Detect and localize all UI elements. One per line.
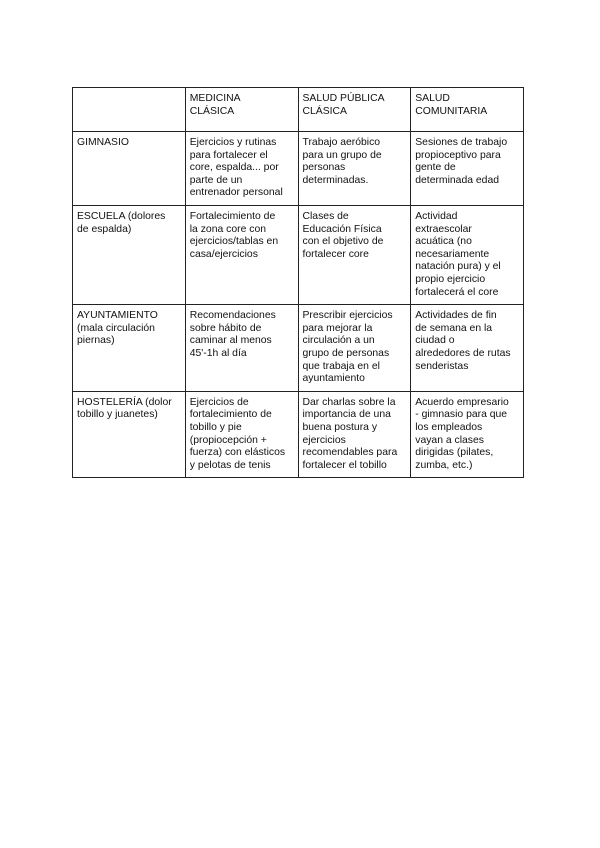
table-cell: Prescribir ejercicios para mejorar la circulación a un grupo de personas que trabaja en el ayuntamiento xyxy=(298,305,411,392)
table-cell: Sesiones de trabajo propioceptivo para gente de determinada edad xyxy=(411,132,524,206)
table-cell: Actividad extraescolar acuática (no necesariamente natación pura) y el propio ejercicio fortalecerá el core xyxy=(411,206,524,305)
row-label-escuela: ESCUELA (dolores de espalda) xyxy=(73,206,186,305)
table-row xyxy=(73,391,524,478)
header-medicina-clasica: MEDICINA CLÁSICA xyxy=(185,88,298,132)
row-label-gimnasio: GIMNASIO xyxy=(73,132,186,206)
table-cell: Trabajo aeróbico para un grupo de personas determinadas. xyxy=(298,132,411,206)
row-label-ayuntamiento: AYUNTAMIENTO (mala circulación piernas) xyxy=(73,305,186,392)
table-cell: Actividades de fin de semana en la ciudad o alrededores de rutas senderistas xyxy=(411,305,524,392)
table-cell: Dar charlas sobre la importancia de una buena postura y ejercicios recomendables para fortalecer el tobillo xyxy=(298,391,411,478)
table-cell: Fortalecimiento de la zona core con ejercicios/tablas en casa/ejercicios xyxy=(185,206,298,305)
table-cell: Clases de Educación Física con el objetivo de fortalecer core xyxy=(298,206,411,305)
table-cell: Ejercicios y rutinas para fortalecer el core, espalda... por parte de un entrenador personal xyxy=(185,132,298,206)
header-corner-cell xyxy=(73,88,186,132)
row-label-hosteleria: HOSTELERÍA (dolor tobillo y juanetes) xyxy=(73,391,186,478)
table-row xyxy=(73,305,524,392)
table-row xyxy=(73,206,524,305)
header-salud-comunitaria: SALUD COMUNITARIA xyxy=(411,88,524,132)
header-salud-publica-clasica: SALUD PÚBLICA CLÁSICA xyxy=(298,88,411,132)
table-cell: Acuerdo empresario - gimnasio para que los empleados vayan a clases dirigidas (pilates, zumba, etc.) xyxy=(411,391,524,478)
table-cell: Recomendaciones sobre hábito de caminar al menos 45'-1h al día xyxy=(185,305,298,392)
table-cell: Ejercicios de fortalecimiento de tobillo y pie (propiocepción + fuerza) con elásticos y pelotas de tenis xyxy=(185,391,298,478)
comparison-table xyxy=(72,87,524,478)
table-header-row xyxy=(73,88,524,132)
table-row xyxy=(73,132,524,206)
